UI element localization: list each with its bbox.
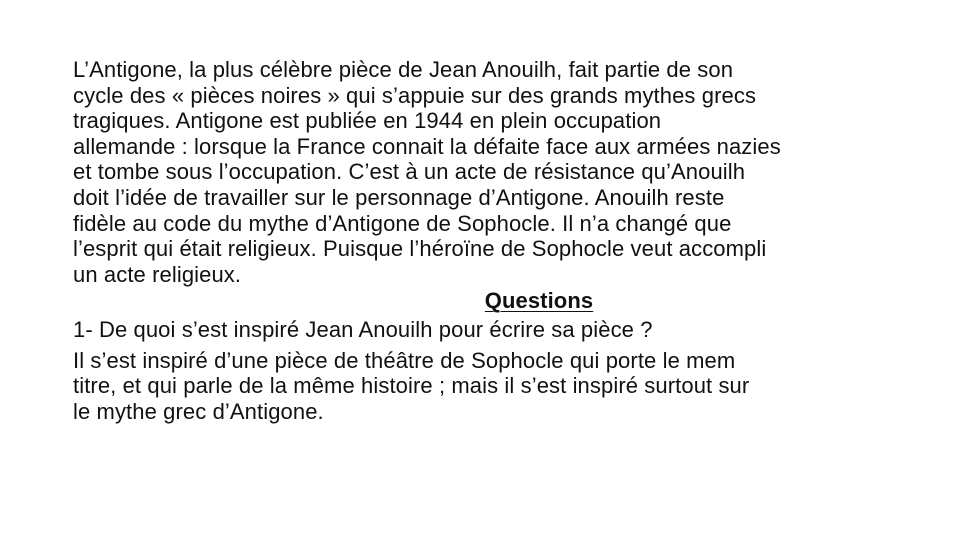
answer-1: Il s’est inspiré d’une pièce de théâtre de Sophocle qui porte le mem titre, et qui parle de la même histoire ; mais il s’est inspiré surtout sur le mythe grec d’Antigone.	[73, 347, 750, 424]
text-body	[73, 57, 893, 424]
intro-paragraph: L’Antigone, la plus célèbre pièce de Jean Anouilh, fait partie de son cycle des « pièces noires » qui s’appuie sur des grands mythes grecs tragiques. Antigone est publiée en 1944 en plein occupation allemande : lorsque la France connait la défaite face aux armées nazies et tombe sous l’occupation. C’est à un acte de résistance qu’Anouilh doit l’idée de travailler sur le personnage d’Antigone. Anouilh reste fidèle au code du mythe d’Antigone de Sophocle. Il n’a changé que l’esprit qui était religieux. Puisque l’héroïne de Sophocle veut accompli un acte religieux.	[73, 57, 781, 287]
questions-heading: Questions	[484, 288, 594, 314]
question-1: 1- De quoi s’est inspiré Jean Anouilh pour écrire sa pièce ?	[73, 316, 653, 342]
